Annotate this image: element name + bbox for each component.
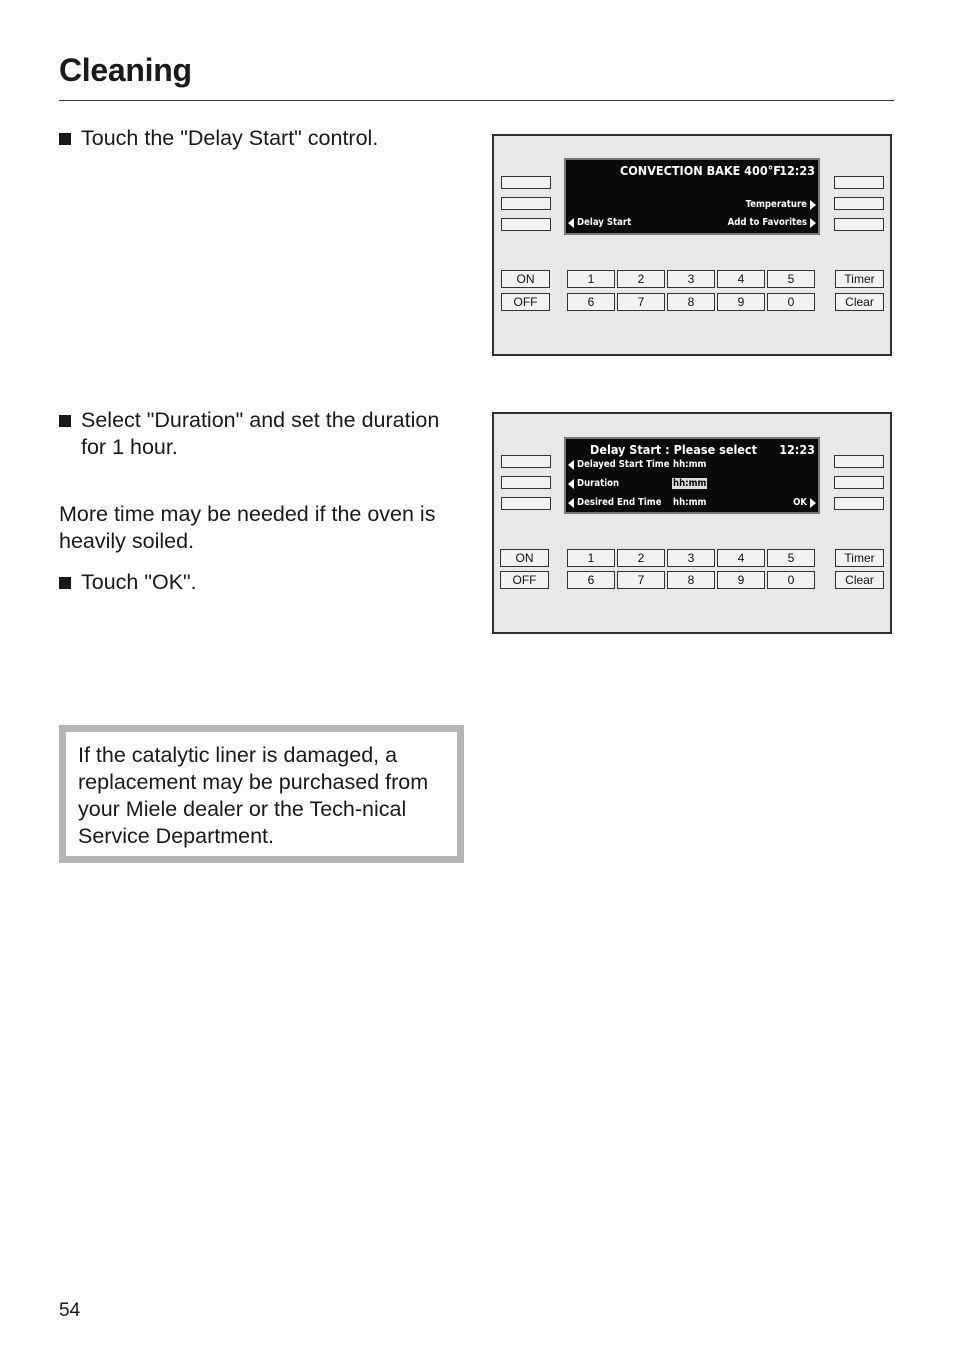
step-select-duration [59, 407, 469, 461]
lcd-display [564, 158, 820, 235]
timer-button[interactable]: Timer [835, 270, 884, 288]
key-8[interactable]: 8 [667, 571, 715, 589]
step-touch-ok [59, 569, 469, 596]
arrow-left-icon [568, 218, 574, 228]
lcd-prompt-title: Delay Start : Please select [590, 442, 757, 457]
lcd-temperature-label: Temperature [745, 199, 807, 210]
key-4[interactable]: 4 [717, 549, 765, 567]
right-sensor-button-3[interactable] [834, 218, 884, 231]
info-note-box [59, 725, 464, 863]
lcd-duration-option[interactable] [568, 478, 619, 489]
page-number: 54 [59, 1300, 81, 1321]
arrow-right-icon [810, 218, 816, 228]
right-sensor-button-2[interactable] [834, 197, 884, 210]
lcd-delayed-start-value: hh:mm [673, 459, 707, 470]
key-6[interactable]: 6 [567, 293, 615, 311]
off-button[interactable]: OFF [500, 571, 549, 589]
lcd-add-favorites-label: Add to Favorites [727, 217, 807, 228]
key-5[interactable]: 5 [767, 549, 815, 567]
key-6[interactable]: 6 [567, 571, 615, 589]
key-0[interactable]: 0 [767, 293, 815, 311]
lcd-clock: 12:23 [779, 163, 815, 178]
left-sensor-button-2[interactable] [501, 476, 551, 489]
arrow-right-icon [810, 200, 816, 210]
arrow-left-icon [568, 498, 574, 508]
arrow-left-icon [568, 460, 574, 470]
key-2[interactable]: 2 [617, 549, 665, 567]
right-sensor-button-2[interactable] [834, 476, 884, 489]
lcd-delay-start-option[interactable] [568, 217, 631, 228]
lcd-delayed-start-time-option[interactable] [568, 459, 670, 470]
title-rule [59, 100, 894, 101]
key-0[interactable]: 0 [767, 571, 815, 589]
bullet-square-icon [59, 415, 71, 427]
key-7[interactable]: 7 [617, 571, 665, 589]
key-1[interactable]: 1 [567, 549, 615, 567]
step-delay-start [59, 125, 469, 152]
on-button[interactable]: ON [500, 549, 549, 567]
page-title: Cleaning [59, 52, 192, 88]
lcd-duration-value: hh:mm [673, 478, 707, 489]
lcd-duration-label: Duration [577, 478, 620, 489]
lcd-ok-label: OK [793, 497, 807, 508]
lcd-temperature-option[interactable] [746, 199, 816, 210]
right-sensor-button-3[interactable] [834, 497, 884, 510]
left-sensor-button-3[interactable] [501, 497, 551, 510]
key-5[interactable]: 5 [767, 270, 815, 288]
clear-button[interactable]: Clear [835, 571, 884, 589]
info-note-text: If the catalytic liner is damaged, a replacement may be purchased from your Miele dealer or the Tech-nical Service Department. [78, 743, 429, 848]
timer-button[interactable]: Timer [835, 549, 884, 567]
lcd-delay-start-label: Delay Start [577, 217, 632, 228]
lcd-desired-end-value: hh:mm [673, 497, 707, 508]
lcd-delayed-start-time-label: Delayed Start Time [577, 459, 670, 470]
lcd-ok-option[interactable] [793, 497, 816, 508]
oven-control-panel-1 [492, 134, 892, 356]
clear-button[interactable]: Clear [835, 293, 884, 311]
bullet-square-icon [59, 577, 71, 589]
oven-control-panel-2 [492, 412, 892, 634]
key-2[interactable]: 2 [617, 270, 665, 288]
key-9[interactable]: 9 [717, 293, 765, 311]
lcd-desired-end-time-label: Desired End Time [577, 497, 662, 508]
arrow-left-icon [568, 479, 574, 489]
step-text: Touch "OK". [81, 570, 197, 594]
key-4[interactable]: 4 [717, 270, 765, 288]
key-9[interactable]: 9 [717, 571, 765, 589]
step-text: Touch the "Delay Start" control. [81, 126, 379, 150]
left-sensor-button-1[interactable] [501, 455, 551, 468]
left-sensor-button-2[interactable] [501, 197, 551, 210]
soiled-oven-note: More time may be needed if the oven is heavily soiled. [59, 502, 436, 553]
left-sensor-button-3[interactable] [501, 218, 551, 231]
right-sensor-button-1[interactable] [834, 455, 884, 468]
key-8[interactable]: 8 [667, 293, 715, 311]
key-3[interactable]: 3 [667, 549, 715, 567]
lcd-display [564, 437, 820, 514]
left-sensor-button-1[interactable] [501, 176, 551, 189]
key-7[interactable]: 7 [617, 293, 665, 311]
key-3[interactable]: 3 [667, 270, 715, 288]
step-text: Select "Duration" and set the duration for 1 hour. [81, 408, 440, 459]
key-1[interactable]: 1 [567, 270, 615, 288]
lcd-desired-end-time-option[interactable] [568, 497, 662, 508]
arrow-right-icon [810, 498, 816, 508]
off-button[interactable]: OFF [501, 293, 550, 311]
lcd-clock: 12:23 [779, 442, 815, 457]
right-sensor-button-1[interactable] [834, 176, 884, 189]
lcd-add-favorites-option[interactable] [728, 217, 816, 228]
bullet-square-icon [59, 133, 71, 145]
on-button[interactable]: ON [501, 270, 550, 288]
lcd-mode-title: CONVECTION BAKE 400°F [620, 163, 781, 178]
